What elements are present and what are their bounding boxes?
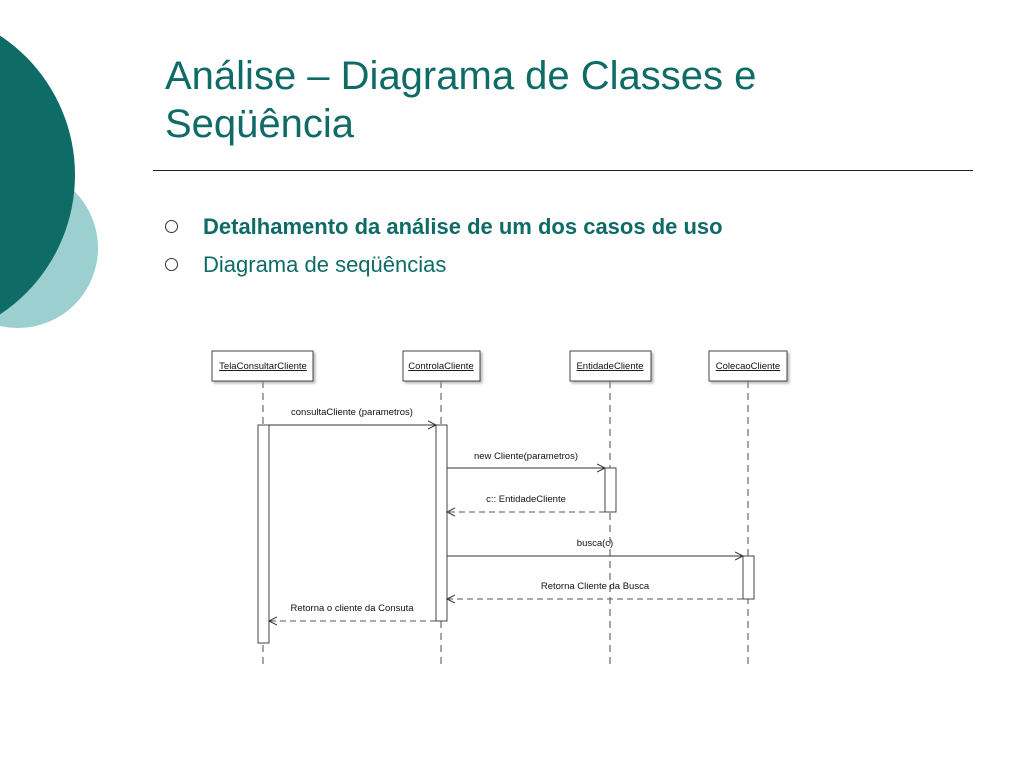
message-consulta	[269, 407, 436, 425]
activation-bar-tela	[258, 425, 269, 643]
participant-label: EntidadeCliente	[576, 361, 644, 372]
bullet-text: Diagrama de seqüências	[203, 252, 447, 277]
message-busca	[447, 538, 743, 556]
participant-label: ControlaCliente	[408, 361, 474, 372]
message-label: c:: EntidadeCliente	[486, 494, 566, 505]
participant-colecao	[709, 351, 787, 381]
activation-bar-entidade	[605, 468, 616, 512]
slide-title: Análise – Diagrama de Classes e Seqüência	[165, 54, 757, 146]
activation-bar-colecao	[743, 556, 754, 599]
message-label: busca(c)	[576, 538, 614, 549]
bullet-text: Detalhamento da análise de um dos casos de uso	[203, 214, 723, 239]
activation-bar-controla	[436, 425, 447, 621]
participant-tela	[212, 351, 313, 381]
message-label: new Cliente(parametros)	[473, 451, 579, 462]
participant-label: ColecaoCliente	[715, 361, 781, 372]
participant-label: TelaConsultarCliente	[219, 361, 307, 372]
message-return-entidade	[447, 494, 605, 512]
message-return-busca	[447, 581, 743, 599]
message-new-cliente	[447, 451, 605, 468]
message-label: Retorna Cliente da Busca	[540, 581, 650, 592]
message-return-consulta	[269, 603, 436, 621]
message-label: consultaCliente (parametros)	[291, 407, 413, 418]
participant-controla	[403, 351, 480, 381]
message-label: Retorna o cliente da Consuta	[290, 603, 414, 614]
participant-entidade	[570, 351, 651, 381]
